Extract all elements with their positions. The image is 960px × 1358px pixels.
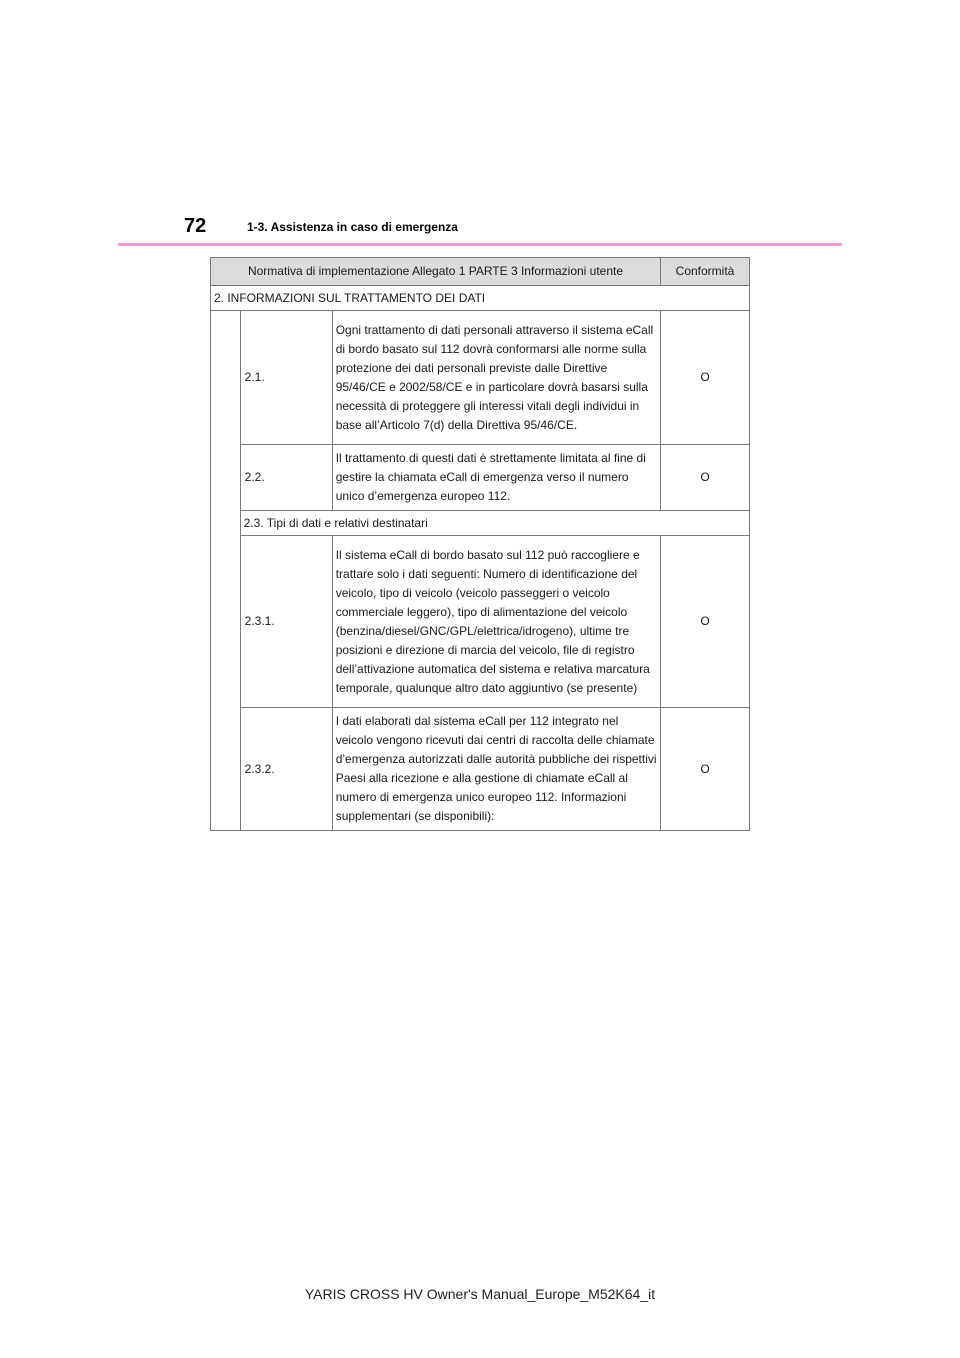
section-row — [211, 511, 750, 536]
table-row — [211, 708, 750, 831]
page-number: 72 — [184, 215, 207, 237]
section-title: 1-3. Assistenza in caso di emergenza — [247, 220, 458, 234]
table-row — [211, 536, 750, 708]
column-header-requirement: Normativa di implementazione Allegato 1 PARTE 3 Informazioni utente — [211, 258, 661, 286]
column-header-compliance: Conformità — [661, 258, 750, 286]
indent-cell — [211, 311, 241, 831]
row-compliance: O — [661, 311, 750, 445]
compliance-table — [210, 257, 750, 831]
row-number: 2.3.1. — [240, 536, 332, 708]
row-number: 2.1. — [240, 311, 332, 445]
table-row — [211, 311, 750, 445]
row-text: Ogni trattamento di dati personali attraverso il sistema eCall di bordo basato sul 112 dovrà conformarsi alle norme sulla protezione dei dati personali previste dalle Direttive 95/46/CE e 2002/58/CE e in particolare dovrà basarsi sulla necessità di proteggere gli interessi vitali degli individui in base all’Articolo 7(d) della Direttiva 95/46/CE. — [332, 311, 660, 445]
row-text: I dati elaborati dal sistema eCall per 112 integrato nel veicolo vengono ricevuti dai centri di raccolta delle chiamate d’emergenza autorizzati dalle autorità pubbliche dei rispettivi Paesi alla ricezione e alla gestione di chiamate eCall al numero di emergenza unico europeo 112. Informazioni supplementari (se disponibili): — [332, 708, 660, 831]
section-title-2: 2. INFORMAZIONI SUL TRATTAMENTO DEI DATI — [211, 286, 750, 311]
header-divider — [118, 243, 842, 246]
row-compliance: O — [661, 445, 750, 511]
row-number: 2.2. — [240, 445, 332, 511]
footer-manual-id: YARIS CROSS HV Owner's Manual_Europe_M52K64_it — [304, 1286, 656, 1302]
row-number: 2.3.2. — [240, 708, 332, 831]
row-compliance: O — [661, 708, 750, 831]
section-row — [211, 286, 750, 311]
row-text: Il trattamento di questi dati è strettamente limitata al fine di gestire la chiamata eCall di emergenza verso il numero unico d’emergenza europeo 112. — [332, 445, 660, 511]
table-header-row — [211, 258, 750, 286]
table-row — [211, 445, 750, 511]
section-title-2-3: 2.3. Tipi di dati e relativi destinatari — [240, 511, 749, 536]
row-compliance: O — [661, 536, 750, 708]
row-text: Il sistema eCall di bordo basato sul 112 può raccogliere e trattare solo i dati seguenti: Numero di identificazione del veicolo, tipo di veicolo (veicolo passeggeri o veicolo commerciale leggero), tipo di alimentazione del veicolo (benzina/diesel/GNC/GPL/elettrica/idrogeno), ultime tre posizioni e direzione di marcia del veicolo, file di registro dell’attivazione automatica del sistema e relativa marcatura temporale, qualunque altro dato aggiuntivo (se presente) — [332, 536, 660, 708]
